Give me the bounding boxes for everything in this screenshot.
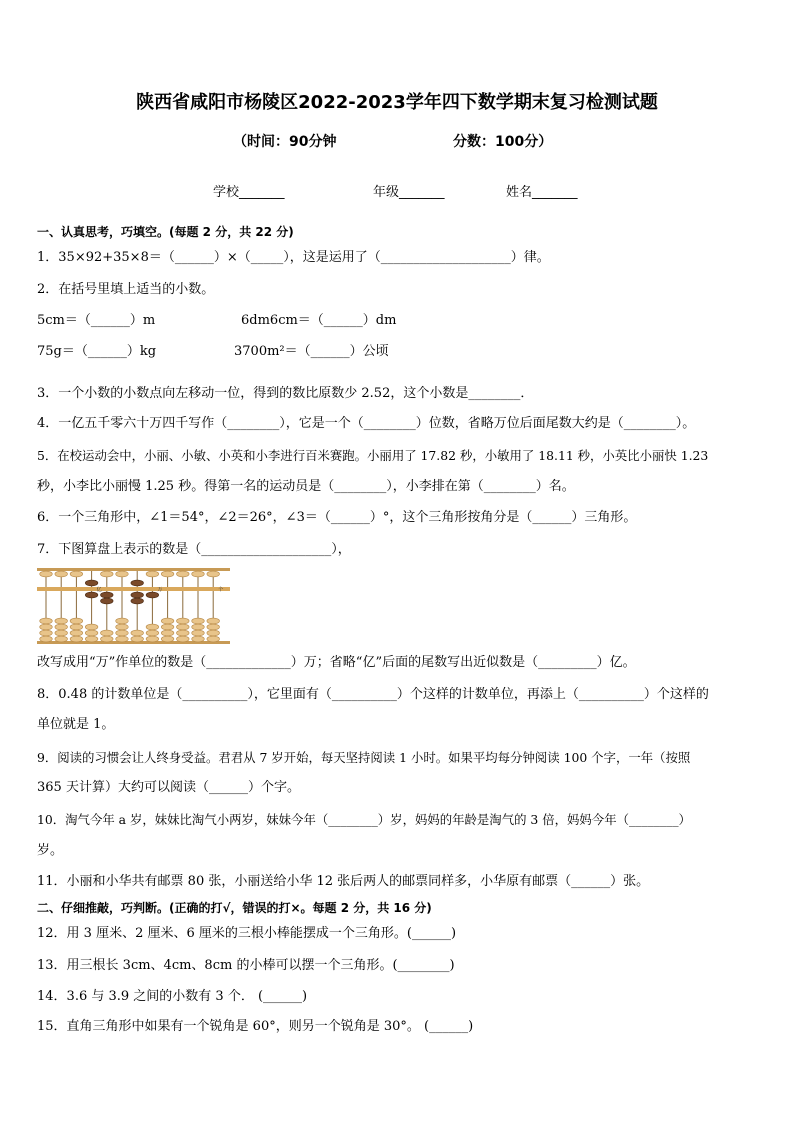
abacus-bead bbox=[85, 580, 98, 586]
abacus-bead bbox=[70, 618, 83, 624]
name-field: 姓名_______ bbox=[506, 185, 578, 200]
abacus-place-label: 万 bbox=[157, 587, 163, 593]
abacus-bead bbox=[55, 630, 68, 636]
abacus-bead bbox=[131, 630, 144, 636]
question-7: 7．下图算盘上表示的数是（____________________）， bbox=[37, 542, 351, 557]
grade-field: 年级_______ bbox=[373, 185, 445, 200]
question-13: 13．用三根长 3cm、4cm、8cm 的小棒可以摆一个三角形。(________) bbox=[37, 958, 455, 973]
question-8-line-1: 8．0.48 的计数单位是（__________），它里面有（__________）个这样的计数单位，再添上（__________）个这样的 bbox=[37, 687, 709, 702]
abacus-bead bbox=[116, 624, 129, 630]
abacus-bead bbox=[40, 636, 53, 642]
abacus-bead bbox=[207, 636, 220, 642]
abacus-bead bbox=[161, 630, 174, 636]
abacus-bead bbox=[207, 618, 220, 624]
abacus-bead bbox=[177, 571, 190, 577]
abacus-bead bbox=[207, 630, 220, 636]
question-2c: 75g＝（______）kg bbox=[37, 344, 157, 359]
abacus-bead bbox=[192, 630, 205, 636]
abacus-bead bbox=[131, 636, 144, 642]
abacus-bead bbox=[146, 630, 159, 636]
abacus-bead bbox=[85, 636, 98, 642]
abacus-bead bbox=[192, 636, 205, 642]
abacus-bead bbox=[161, 624, 174, 630]
section-1-heading: 一、认真思考，巧填空。(每题 2 分，共 22 分) bbox=[37, 225, 294, 239]
abacus-bead bbox=[116, 571, 129, 577]
abacus-bead bbox=[85, 624, 98, 630]
exam-time: （时间：90分钟 bbox=[233, 134, 337, 150]
abacus-beam bbox=[37, 587, 230, 591]
abacus-bead bbox=[101, 571, 114, 577]
abacus-place-label: 亿 bbox=[96, 587, 102, 593]
abacus-bead bbox=[131, 598, 144, 604]
section-2-heading: 二、仔细推敲，巧判断。(正确的打√，错误的打×。每题 2 分，共 16 分) bbox=[37, 901, 432, 915]
abacus-bead bbox=[101, 630, 114, 636]
abacus-bead bbox=[116, 618, 129, 624]
question-6: 6．一个三角形中，∠1＝54°，∠2＝26°，∠3＝（______）°，这个三角形按角分是（______）三角形。 bbox=[37, 510, 637, 525]
question-10-line-1: 10．淘气今年 a 岁，妹妹比淘气小两岁，妹妹今年（________）岁，妈妈的年龄是淘气的 3 倍，妈妈今年（________） bbox=[37, 812, 691, 827]
abacus-bead bbox=[70, 630, 83, 636]
question-5-line-1: 5．在校运动会中，小丽、小敏、小英和小李进行百米赛跑。小丽用了 17.82 秒，小敏用了 18.11 秒，小英比小丽快 1.23 bbox=[37, 448, 709, 463]
question-9-line-2: 365 天计算）大约可以阅读（______）个字。 bbox=[37, 780, 300, 795]
question-2b: 6dm6cm＝（______）dm bbox=[241, 313, 397, 328]
question-3: 3．一个小数的小数点向左移动一位，得到的数比原数少 2.52，这个小数是________． bbox=[37, 386, 534, 401]
question-2d: 3700m²＝（______）公顷 bbox=[234, 344, 389, 359]
abacus-bead bbox=[55, 571, 68, 577]
abacus-bead bbox=[70, 636, 83, 642]
question-1: 1．35×92+35×8＝（______）×（_____），这是运用了（____________________）律。 bbox=[37, 250, 550, 265]
abacus-place-label: 个 bbox=[218, 587, 224, 593]
abacus-bead bbox=[207, 624, 220, 630]
question-9-line-1: 9．阅读的习惯会让人终身受益。君君从 7 岁开始，每天坚持阅读 1 小时。如果平均每分钟阅读 100 个字，一年（按照 bbox=[37, 750, 691, 765]
abacus-bead bbox=[161, 571, 174, 577]
abacus-bead bbox=[161, 618, 174, 624]
abacus-bead bbox=[161, 636, 174, 642]
abacus-bead bbox=[40, 630, 53, 636]
question-15: 15．直角三角形中如果有一个锐角是 60°，则另一个锐角是 30°。 (______) bbox=[37, 1019, 474, 1034]
abacus-bead bbox=[70, 571, 83, 577]
question-4: 4．一亿五千零六十万四千写作（________），它是一个（________）位数，省略万位后面尾数大约是（________）。 bbox=[37, 416, 696, 431]
abacus-bead bbox=[85, 630, 98, 636]
school-field: 学校_______ bbox=[213, 185, 285, 200]
abacus-top-frame bbox=[37, 568, 230, 571]
abacus-bead bbox=[207, 571, 220, 577]
question-2a: 5cm＝（______）m bbox=[37, 313, 156, 328]
abacus-bead bbox=[146, 624, 159, 630]
abacus-bead bbox=[177, 636, 190, 642]
exam-score: 分数：100分） bbox=[453, 134, 553, 150]
abacus-bead bbox=[146, 571, 159, 577]
abacus-bead bbox=[101, 592, 114, 598]
question-10-line-2: 岁。 bbox=[37, 843, 64, 858]
question-11: 11．小丽和小华共有邮票 80 张，小丽送给小华 12 张后两人的邮票同样多，小华原有邮票（______）张。 bbox=[37, 874, 650, 889]
abacus-bead bbox=[116, 636, 129, 642]
abacus-bead bbox=[101, 598, 114, 604]
abacus-bead bbox=[55, 624, 68, 630]
abacus-bead bbox=[192, 618, 205, 624]
abacus-bead bbox=[40, 571, 53, 577]
abacus-bead bbox=[177, 624, 190, 630]
abacus-bead bbox=[55, 636, 68, 642]
abacus-image bbox=[37, 564, 230, 646]
abacus-bead bbox=[131, 592, 144, 598]
page-title: 陕西省咸阳市杨陵区2022-2023学年四下数学期末复习检测试题 bbox=[136, 92, 658, 113]
abacus-bead bbox=[101, 636, 114, 642]
question-2: 2．在括号里填上适当的小数。 bbox=[37, 282, 215, 297]
abacus-bead bbox=[40, 618, 53, 624]
question-7-continued: 改写成用“万”作单位的数是（_____________）万；省略“亿”后面的尾数写出近似数是（_________）亿。 bbox=[37, 655, 636, 670]
abacus-bead bbox=[177, 630, 190, 636]
abacus-bead bbox=[177, 618, 190, 624]
question-12: 12．用 3 厘米、2 厘米、6 厘米的三根小棒能摆成一个三角形。(______) bbox=[37, 926, 457, 941]
question-14: 14．3.6 与 3.9 之间的小数有 3 个． (______) bbox=[37, 989, 308, 1004]
abacus-bead bbox=[131, 580, 144, 586]
abacus-bead bbox=[192, 624, 205, 630]
abacus-bead bbox=[55, 618, 68, 624]
abacus-bead bbox=[40, 624, 53, 630]
question-8-line-2: 单位就是 1。 bbox=[37, 717, 115, 732]
abacus-bead bbox=[146, 636, 159, 642]
abacus-bead bbox=[70, 624, 83, 630]
abacus-bead bbox=[116, 630, 129, 636]
abacus-bead bbox=[192, 571, 205, 577]
question-5-line-2: 秒，小李比小丽慢 1.25 秒。得第一名的运动员是（________），小李排在第（________）名。 bbox=[37, 479, 575, 494]
